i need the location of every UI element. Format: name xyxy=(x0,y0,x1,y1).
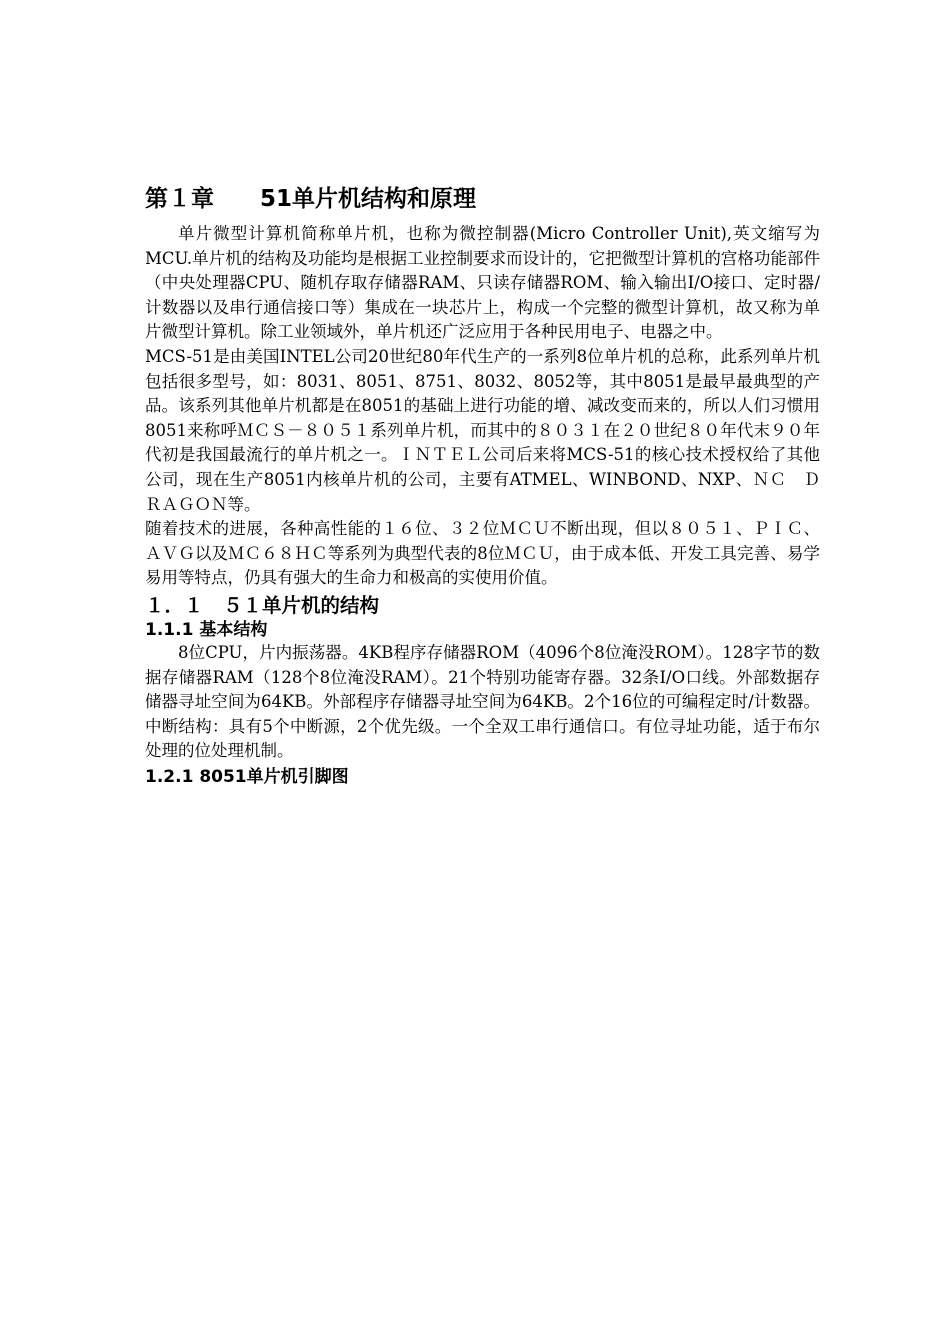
intro-paragraph-3: 随着技术的进展，各种高性能的１６位、３２位ＭＣＵ不断出现，但以８０５１、ＰＩＣ、ＡＶＧ以及ＭＣ６８ＨＣ等系列为典型代表的8位ＭＣＵ，由于成本低、开发工具完善、易学易用等特点，仍具有强大的生命力和极高的实使用价值。 xyxy=(145,519,820,588)
section-heading-1-1-1: 1.1.1 基本结构 xyxy=(145,619,268,640)
section-heading-1-1: １．１ ５１单片机的结构 xyxy=(145,593,380,617)
chapter-title: 第１章 51单片机结构和原理 xyxy=(145,186,477,212)
section-heading-1-2-1: 1.2.1 8051单片机引脚图 xyxy=(145,766,349,787)
intro-paragraph-2: MCS-51是由美国INTEL公司20世纪80年代生产的一系列8位单片机的总称，此系列单片机包括很多型号，如：8031、8051、8751、8032、8052等，其中8051是最早最典型的产品。该系列其他单片机都是在8051的基础上进行功能的增、减改变而来的，所以人们习惯用8051来称呼ＭＣＳ－８０５１系列单片机，而其中的８０３１在２０世纪８０年代末９０年代初是我国最流行的单片机之一。ＩＮＴＥＬ公司后来将MCS-51的核心技术授权给了其他公司，现在生产8051内核单片机的公司，主要有ATMEL、WINBOND、NXP、ＮＣ ＤＲＡＧＯＮ等。 xyxy=(145,346,820,514)
document-page xyxy=(145,182,820,790)
basic-structure-paragraph: 8位CPU，片内振荡器。4KB程序存储器ROM（4096个8位淹没ROM）。128字节的数据存储器RAM（128个8位淹没RAM）。21个特别功能寄存器。32条I/O口线。外部数据存储器寻址空间为64KB。外部程序存储器寻址空间为64KB。2个16位的可编程定时/计数器。中断结构：具有5个中断源，2个优先级。一个全双工串行通信口。有位寻址功能，适于布尔处理的位处理机制。 xyxy=(145,642,820,761)
intro-paragraph-1: 单片微型计算机简称单片机，也称为微控制器(Micro Controller Unit),英文缩写为MCU.单片机的结构及功能均是根据工业控制要求而设计的，它把微型计算机的宫格功能部件（中央处理器CPU、随机存取存储器RAM、只读存储器ROM、输入输出I/O接口、定时器/计数器以及串行通信接口等）集成在一块芯片上，构成一个完整的微型计算机，故又称为单片微型计算机。除工业领域外，单片机还广泛应用于各种民用电子、电器之中。 xyxy=(145,224,820,342)
